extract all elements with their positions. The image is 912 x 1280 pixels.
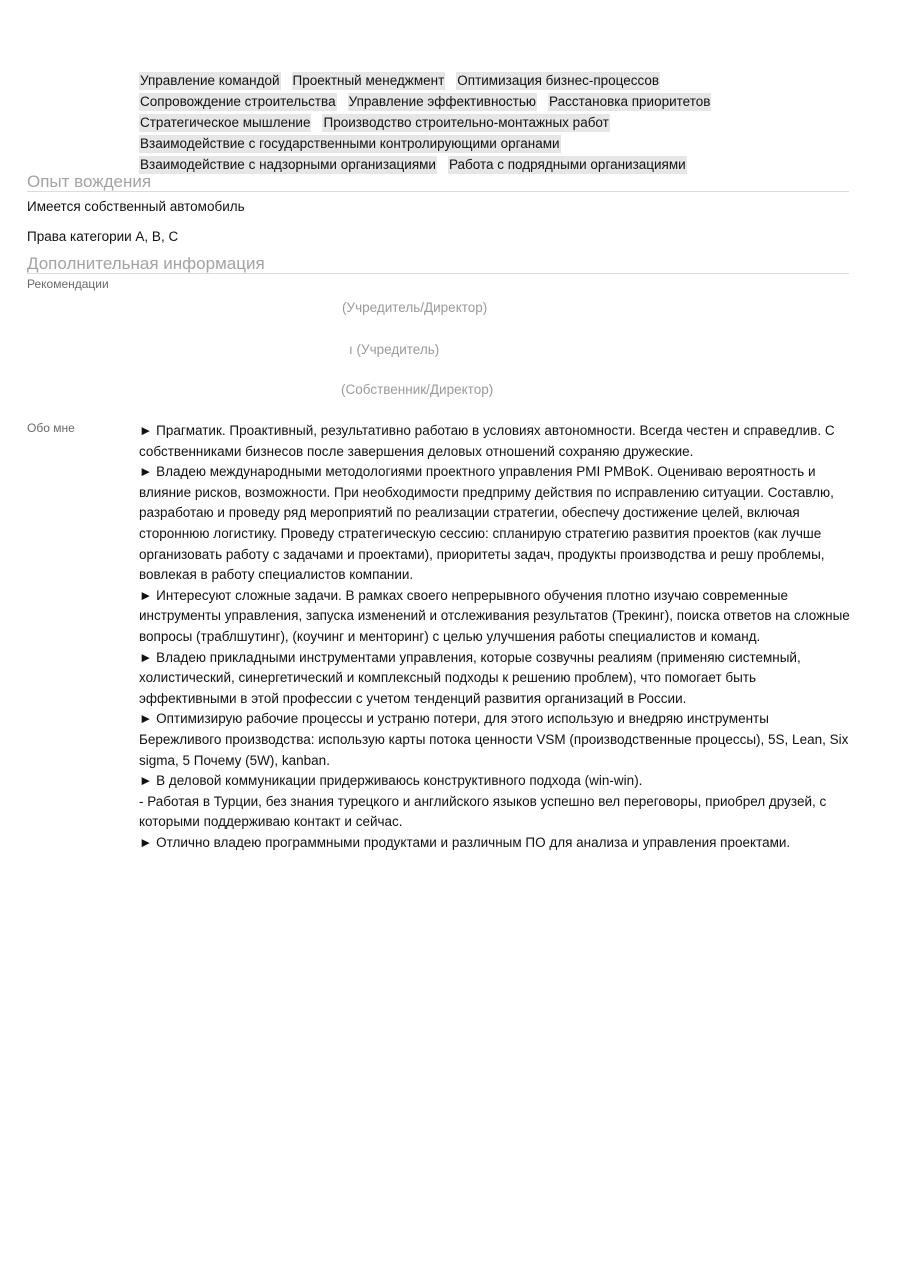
about-me-label: Обо мне <box>27 421 75 435</box>
own-car-text: Имеется собственный автомобиль <box>27 199 245 214</box>
skills-list <box>139 70 859 175</box>
skill-tag: Расстановка приоритетов <box>549 93 711 109</box>
skills-row <box>139 133 859 154</box>
skills-row <box>139 70 859 91</box>
skill-tag: Сопровождение строительства <box>140 93 336 109</box>
skill-tag: Стратегическое мышление <box>140 114 311 130</box>
driving-section-title: Опыт вождения <box>27 172 849 192</box>
about-paragraph: ► Оптимизирую рабочие процессы и устраню потери, для этого использую и внедряю инструменты Бережливого производства: использую карты потока ценности VSM (производственные процессы), 5S, Lean, Six sigma, 5 Почему (5W), kanban. <box>139 711 849 768</box>
skill-tag: Взаимодействие с надзорными организациями <box>140 156 436 172</box>
about-paragraph: ► Прагматик. Проактивный, результативно работаю в условиях автономности. Всегда честен и справедлив. С собственниками бизнесов после завершения деловых отношений сохраняю дружеские. <box>139 423 835 459</box>
recommendation-item: ı (Учредитель) <box>349 342 440 357</box>
recommendation-item: (Собственник/Директор) <box>341 382 494 397</box>
skill-tag: Производство строительно-монтажных работ <box>323 114 609 130</box>
additional-info-section-title: Дополнительная информация <box>27 254 849 274</box>
skills-row <box>139 112 859 133</box>
skill-tag: Оптимизация бизнес-процессов <box>457 72 660 88</box>
skill-tag: Работа с подрядными организациями <box>448 156 686 172</box>
skills-row <box>139 91 859 112</box>
skill-tag: Взаимодействие с государственными контролирующими органами <box>140 135 560 151</box>
about-paragraph: - Работая в Турции, без знания турецкого и английского языков успешно вел переговоры, приобрел друзей, с которыми поддерживаю контакт и сейчас. <box>139 793 827 830</box>
recommendations-label: Рекомендации <box>27 277 109 291</box>
about-paragraph: ► Владею прикладными инструментами управления, которые созвучны реалиям (применяю системный, холистический, синергетический и комплексный подходы к решению проблем), что помогает быть эффективными в этой профессии с учетом тенденций развития организаций в России. <box>139 649 801 706</box>
about-paragraph: ► Владею международными методологиями проектного управления PMI PMBoK. Оцениваю вероятность и влияние рисков, возможности. При необходимости предприму действия по исправлению ситуации. Составлю, разработаю и проведу ряд мероприятий по реализации стратегии, обеспечу достижение целей, включая стороннюю логистику. Проведу стратегическую сессию: спланирую стратегию развития проектов (как лучше организовать работу с задачами и проектами), приоритеты задач, продукты производства и решу проблемы, вовлекая в работу специалистов компании. <box>139 464 834 583</box>
about-me-text <box>139 421 851 853</box>
skill-tag: Управление командой <box>140 72 280 88</box>
about-paragraph: ► В деловой коммуникации придерживаюсь конструктивного подхода (win-win). <box>139 773 643 789</box>
license-categories-text: Права категории A, B, C <box>27 229 179 244</box>
about-paragraph: ► Интересуют сложные задачи. В рамках своего непрерывного обучения плотно изучаю современные инструменты управления, запуска изменений и отслеживания результатов (Трекинг), поиска ответов на сложные вопросы (траблшутинг), (коучинг и менторинг) с целью улучшения работы специалистов и команд. <box>139 587 850 644</box>
skill-tag: Управление эффективностью <box>348 93 537 109</box>
skill-tag: Проектный менеджмент <box>292 72 445 88</box>
about-paragraph: ► Отлично владею программными продуктами и различным ПО для анализа и управления проектами. <box>139 834 791 850</box>
recommendation-item: (Учредитель/Директор) <box>342 300 488 315</box>
